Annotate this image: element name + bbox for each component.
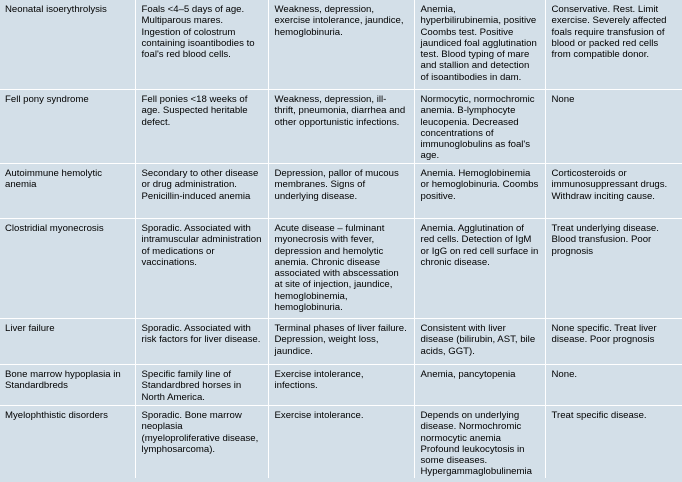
condition-cell: Fell pony syndrome xyxy=(0,90,135,164)
clinical-signs-cell: Weakness, depression, ill-thrift, pneumonia, diarrhea and other opportunistic infections. xyxy=(268,90,414,164)
condition-cell: Bone marrow hypoplasia in Standardbreds xyxy=(0,365,135,406)
signalment-cell: Sporadic. Associated with risk factors for liver disease. xyxy=(135,319,268,365)
treatment-cell: None xyxy=(545,90,682,164)
table-row xyxy=(0,319,682,365)
condition-cell: Neonatal isoerythrolysis xyxy=(0,0,135,90)
treatment-cell: Corticosteroids or immunosuppressant drugs. Withdraw inciting cause. xyxy=(545,164,682,219)
signalment-cell: Fell ponies <18 weeks of age. Suspected heritable defect. xyxy=(135,90,268,164)
diagnosis-cell: Normocytic, normochromic anemia. B-lymphocyte leucopenia. Decreased concentrations of immunoglobulins as foal's age. xyxy=(414,90,545,164)
clinical-signs-cell: Acute disease – fulminant myonecrosis with fever, depression and hemolytic anemia. Chronic disease associated with abscessation at site of injection, jaundice, hemoglobinemia, hemoglobinuria. xyxy=(268,219,414,319)
clinical-signs-cell: Weakness, depression, exercise intolerance, jaundice, hemoglobinuria. xyxy=(268,0,414,90)
diagnosis-cell: Depends on underlying disease. Normochromic normocytic anemia Profound leukocytosis in some diseases. Hypergammaglobulinemia xyxy=(414,406,545,478)
treatment-cell: None specific. Treat liver disease. Poor prognosis xyxy=(545,319,682,365)
signalment-cell: Secondary to other disease or drug administration. Penicillin-induced anemia xyxy=(135,164,268,219)
condition-cell: Autoimmune hemolytic anemia xyxy=(0,164,135,219)
diagnosis-cell: Anemia, pancytopenia xyxy=(414,365,545,406)
signalment-cell: Sporadic. Associated with intramuscular administration of medications or vaccinations. xyxy=(135,219,268,319)
condition-cell: Liver failure xyxy=(0,319,135,365)
condition-cell: Clostridial myonecrosis xyxy=(0,219,135,319)
clinical-signs-cell: Exercise intolerance, infections. xyxy=(268,365,414,406)
signalment-cell: Sporadic. Bone marrow neoplasia (myeloproliferative disease, lymphosarcoma). xyxy=(135,406,268,478)
table-row xyxy=(0,90,682,164)
signalment-cell: Foals <4–5 days of age. Multiparous mares. Ingestion of colostrum containing isoantibodies to foal's red blood cells. xyxy=(135,0,268,90)
table-row xyxy=(0,365,682,406)
treatment-cell: Conservative. Rest. Limit exercise. Severely affected foals require transfusion of blood or packed red cells from compatible donor. xyxy=(545,0,682,90)
diagnosis-cell: Anemia. Agglutination of red cells. Detection of IgM or IgG on red cell surface in chronic disease. xyxy=(414,219,545,319)
treatment-cell: Treat underlying disease. Blood transfusion. Poor prognosis xyxy=(545,219,682,319)
condition-cell: Myelophthistic disorders xyxy=(0,406,135,478)
diagnosis-cell: Anemia, hyperbilirubinemia, positive Coombs test. Positive jaundiced foal agglutination test. Blood typing of mare and stallion and detection of isoantibodies in dam. xyxy=(414,0,545,90)
table-row xyxy=(0,0,682,90)
signalment-cell: Specific family line of Standardbred horses in North America. xyxy=(135,365,268,406)
treatment-cell: None. xyxy=(545,365,682,406)
diagnosis-cell: Consistent with liver disease (bilirubin, AST, bile acids, GGT). xyxy=(414,319,545,365)
clinical-signs-cell: Depression, pallor of mucous membranes. Signs of underlying disease. xyxy=(268,164,414,219)
table-row xyxy=(0,406,682,478)
table-row xyxy=(0,219,682,319)
clinical-signs-cell: Exercise intolerance. xyxy=(268,406,414,478)
treatment-cell: Treat specific disease. xyxy=(551,410,647,421)
table-row xyxy=(0,164,682,219)
clinical-signs-cell: Terminal phases of liver failure. Depression, weight loss, jaundice. xyxy=(268,319,414,365)
diagnosis-cell: Anemia. Hemoglobinemia or hemoglobinuria. Coombs positive. xyxy=(414,164,545,219)
